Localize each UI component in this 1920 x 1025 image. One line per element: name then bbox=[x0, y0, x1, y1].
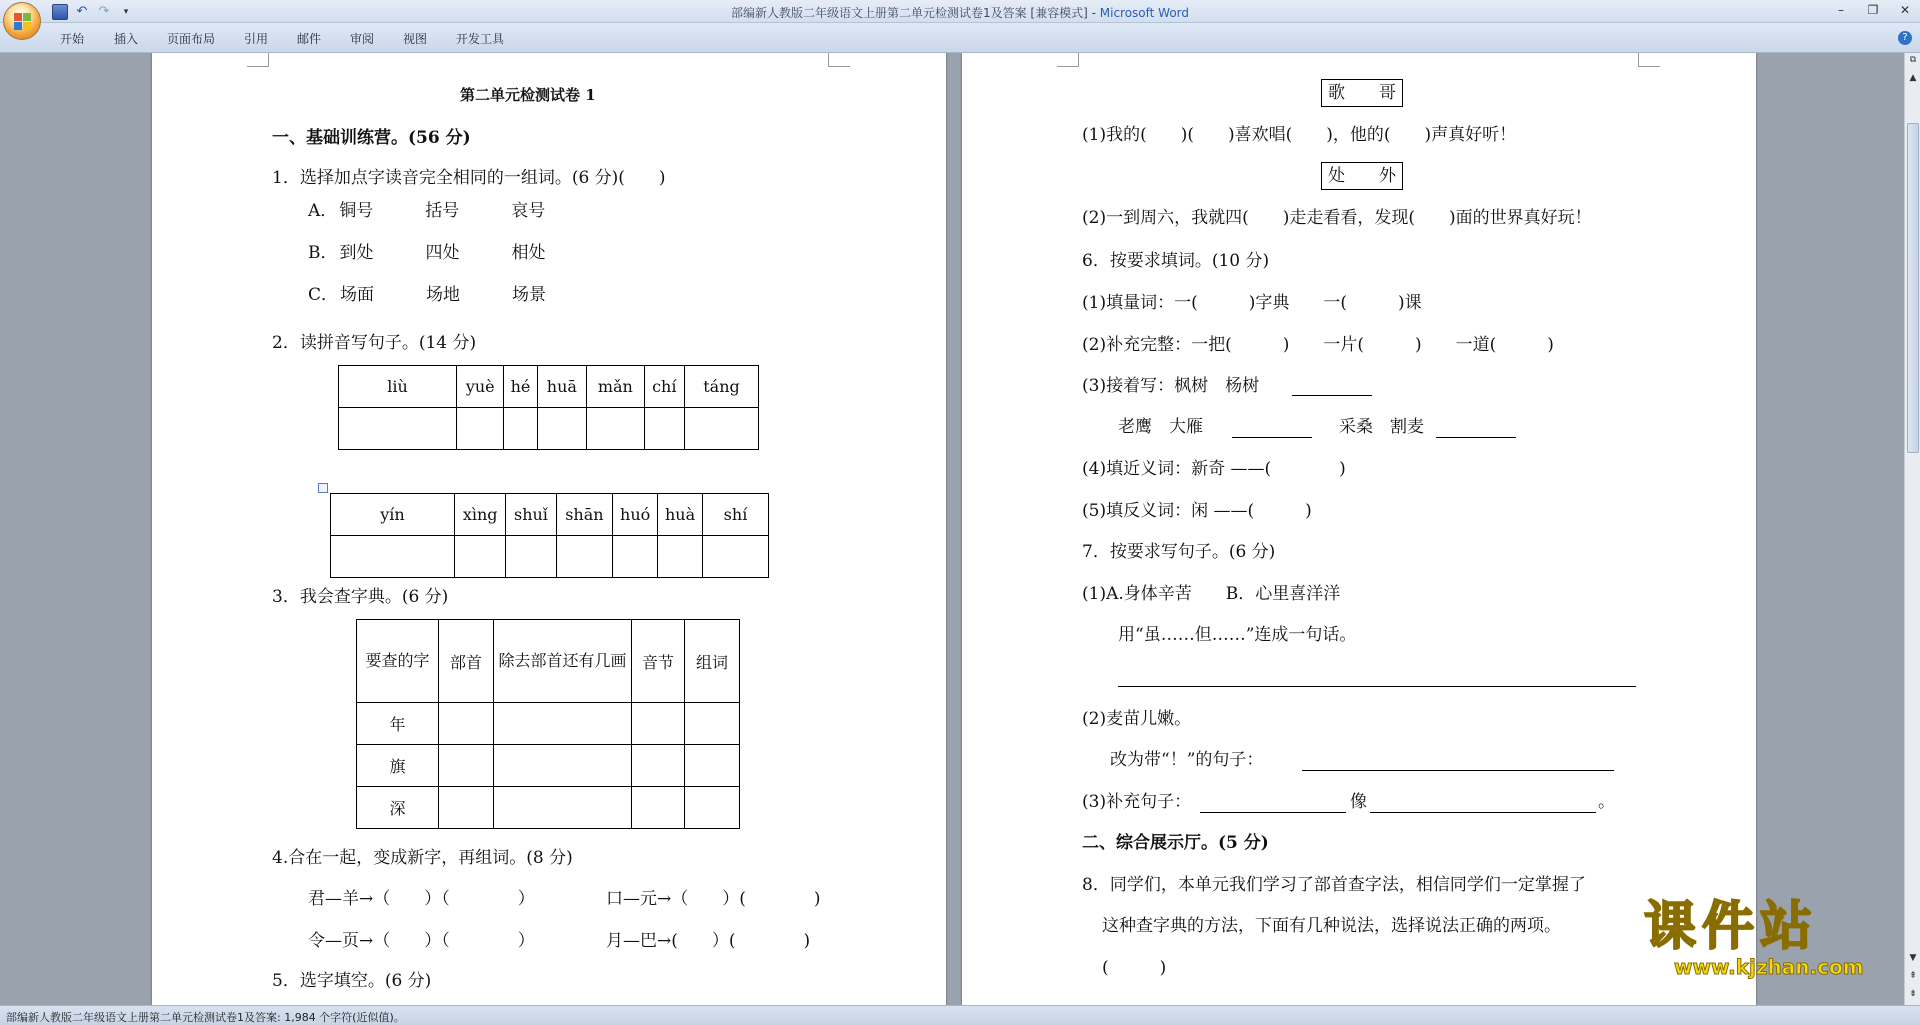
dict-header: 组词 bbox=[685, 620, 740, 703]
word-box: 处 外 bbox=[1321, 162, 1403, 190]
question-8-line2: 这种查字典的方法，下面有几种说法，选择说法正确的两项。 bbox=[1102, 916, 1561, 936]
answer-cell[interactable] bbox=[644, 408, 684, 450]
page-title: 第二单元检测试卷 1 bbox=[460, 86, 596, 104]
q7-part: (2)麦苗儿嫩。 bbox=[1082, 709, 1192, 729]
option-word: 铜号 bbox=[339, 201, 374, 221]
answer-cell[interactable] bbox=[685, 703, 740, 745]
status-bar bbox=[0, 1005, 1920, 1025]
answer-cell[interactable] bbox=[685, 787, 740, 829]
answer-cell[interactable] bbox=[494, 703, 632, 745]
dict-header: 除去部首还有几画 bbox=[494, 620, 632, 703]
pinyin-cell: chí bbox=[644, 366, 684, 408]
close-icon[interactable]: ✕ bbox=[1899, 3, 1911, 17]
option-word: 场面 bbox=[340, 285, 375, 305]
q6-part: (5)填反义词：闲 ——( ) bbox=[1082, 501, 1312, 521]
redo-icon[interactable]: ↷ bbox=[98, 4, 110, 19]
section-heading: 二、综合展示厅。(5 分) bbox=[1082, 833, 1269, 853]
option-word: 哀号 bbox=[511, 201, 546, 221]
ruler-toggle-icon[interactable]: ⧉ bbox=[1909, 55, 1917, 65]
app-name: Microsoft Word bbox=[1099, 6, 1190, 20]
q7-part: (3)补充句子： bbox=[1082, 792, 1192, 812]
q4-item: 月—巴→( ）( ) bbox=[606, 931, 811, 951]
option-word: 到处 bbox=[339, 243, 374, 263]
answer-cell[interactable] bbox=[331, 536, 455, 578]
document-workspace bbox=[0, 53, 1904, 1005]
undo-icon[interactable]: ↶ bbox=[76, 4, 88, 19]
answer-line[interactable] bbox=[1436, 437, 1516, 438]
q7-period: 。 bbox=[1598, 792, 1615, 812]
watermark-logo bbox=[1644, 897, 1884, 977]
dict-char: 年 bbox=[357, 703, 439, 745]
pinyin-cell: shān bbox=[556, 494, 613, 536]
option-word: 场景 bbox=[512, 285, 547, 305]
answer-cell[interactable] bbox=[439, 787, 494, 829]
option-b bbox=[308, 243, 546, 263]
question-3: 3．我会查字典。(6 分) bbox=[272, 587, 449, 607]
answer-line[interactable] bbox=[1200, 812, 1346, 813]
answer-cell[interactable] bbox=[537, 408, 587, 450]
option-label: B． bbox=[308, 243, 338, 263]
answer-line[interactable] bbox=[1292, 395, 1372, 396]
question-2: 2．读拼音写句子。(14 分) bbox=[272, 333, 477, 353]
document-page-1[interactable] bbox=[152, 53, 946, 1005]
status-text: 部编新人教版二年级语文上册第二单元检测试卷1及答案: 1,984 个字符(近似值)。 bbox=[6, 1011, 405, 1024]
title-bar bbox=[0, 0, 1920, 23]
answer-cell[interactable] bbox=[339, 408, 457, 450]
q7-part: (1)A.身体辛苦 B．心里喜洋洋 bbox=[1082, 584, 1341, 604]
q6-part: (4)填近义词：新奇 ——( ) bbox=[1082, 459, 1346, 479]
tab-developer[interactable]: 开发工具 bbox=[456, 32, 505, 46]
answer-cell[interactable] bbox=[587, 408, 644, 450]
dictionary-table bbox=[356, 619, 740, 829]
answer-cell[interactable] bbox=[613, 536, 658, 578]
scroll-up-icon[interactable]: ▲ bbox=[1909, 73, 1917, 83]
option-label: C． bbox=[308, 285, 339, 305]
q6-part: (1)填量词：一( )字典 一( )课 bbox=[1082, 293, 1422, 313]
option-a bbox=[308, 201, 545, 221]
tab-review[interactable]: 审阅 bbox=[350, 32, 375, 46]
tab-mailings[interactable]: 邮件 bbox=[297, 32, 322, 46]
crop-mark bbox=[828, 53, 850, 67]
option-word: 相处 bbox=[511, 243, 546, 263]
restore-icon[interactable]: ❐ bbox=[1867, 3, 1879, 17]
option-word: 括号 bbox=[425, 201, 460, 221]
q7-like-word: 像 bbox=[1350, 792, 1367, 812]
question-8-answer: ( ) bbox=[1102, 958, 1167, 978]
sentence-1: (1)我的( )( )喜欢唱( )，他的( )声真好听！ bbox=[1082, 125, 1517, 145]
sentence-2: (2)一到周六，我就四( )走走看看，发现( )面的世界真好玩！ bbox=[1082, 208, 1592, 228]
answer-cell[interactable] bbox=[685, 745, 740, 787]
q4-item: 君—羊→（ ）（ ） bbox=[308, 889, 535, 909]
answer-cell[interactable] bbox=[504, 408, 537, 450]
doc-title: 部编新人教版二年级语文上册第二单元检测试卷1及答案 [兼容模式] - bbox=[730, 6, 1100, 20]
dict-char: 旗 bbox=[357, 745, 439, 787]
pinyin-cell: hé bbox=[504, 366, 537, 408]
office-logo-icon bbox=[14, 13, 32, 31]
pinyin-cell: shí bbox=[703, 494, 769, 536]
answer-cell[interactable] bbox=[658, 536, 703, 578]
crop-mark bbox=[1638, 53, 1660, 67]
question-7: 7．按要求写句子。(6 分) bbox=[1082, 542, 1276, 562]
ribbon-tabs bbox=[0, 23, 1920, 53]
previous-page-icon[interactable]: ⇞ bbox=[1909, 971, 1917, 981]
tab-view[interactable]: 视图 bbox=[403, 32, 428, 46]
help-icon[interactable]: ? bbox=[1898, 31, 1912, 45]
question-1: 1．选择加点字读音完全相同的一组词。(6 分)( ) bbox=[272, 168, 666, 188]
minimize-icon[interactable]: – bbox=[1838, 3, 1844, 17]
option-c bbox=[308, 285, 546, 305]
qat-more-icon[interactable]: ▾ bbox=[123, 7, 129, 17]
section-heading: 一、基础训练营。(56 分) bbox=[272, 128, 471, 148]
option-label: A． bbox=[308, 201, 338, 221]
pinyin-cell: táng bbox=[685, 366, 759, 408]
question-8: 8．同学们，本单元我们学习了部首查字法，相信同学们一定掌握了 bbox=[1082, 875, 1586, 895]
pinyin-cell: huà bbox=[658, 494, 703, 536]
answer-cell[interactable] bbox=[494, 787, 632, 829]
dict-header: 要查的字 bbox=[357, 620, 439, 703]
pinyin-cell: huó bbox=[613, 494, 658, 536]
pinyin-cell: huā bbox=[537, 366, 587, 408]
answer-cell[interactable] bbox=[556, 536, 613, 578]
office-button-icon[interactable] bbox=[3, 2, 41, 40]
answer-line[interactable] bbox=[1118, 686, 1636, 687]
pinyin-cell: shuǐ bbox=[506, 494, 556, 536]
answer-line[interactable] bbox=[1302, 770, 1614, 771]
q6-part: (3)接着写：枫树 杨树 bbox=[1082, 376, 1277, 396]
pinyin-cell: xìng bbox=[455, 494, 506, 536]
pinyin-cell: yuè bbox=[457, 366, 504, 408]
watermark-main: 课件站 bbox=[1644, 897, 1819, 957]
answer-line[interactable] bbox=[1370, 812, 1596, 813]
option-word: 场地 bbox=[426, 285, 461, 305]
option-word: 四处 bbox=[425, 243, 460, 263]
next-page-icon[interactable]: ⇟ bbox=[1909, 989, 1917, 999]
pinyin-table-2 bbox=[330, 493, 769, 578]
pinyin-table-1 bbox=[338, 365, 759, 450]
tab-page-layout[interactable]: 页面布局 bbox=[167, 32, 216, 46]
q7-part: 用“虽……但……”连成一句话。 bbox=[1118, 625, 1357, 645]
dict-header: 音节 bbox=[632, 620, 685, 703]
answer-cell[interactable] bbox=[685, 408, 759, 450]
document-page-2[interactable] bbox=[962, 53, 1756, 1005]
pinyin-cell: liù bbox=[339, 366, 457, 408]
table-move-handle-icon[interactable] bbox=[318, 483, 328, 493]
answer-cell[interactable] bbox=[506, 536, 556, 578]
tab-insert[interactable]: 插入 bbox=[114, 32, 139, 46]
crop-mark bbox=[1057, 53, 1079, 67]
q7-part: 改为带“！”的句子： bbox=[1110, 750, 1264, 770]
word-box: 歌 哥 bbox=[1321, 79, 1403, 107]
pinyin-cell: yín bbox=[331, 494, 455, 536]
answer-cell[interactable] bbox=[632, 745, 685, 787]
dict-header: 部首 bbox=[439, 620, 494, 703]
scroll-down-icon[interactable]: ▼ bbox=[1909, 953, 1917, 963]
window-title bbox=[0, 4, 1920, 21]
crop-mark bbox=[247, 53, 269, 67]
question-5: 5．选字填空。(6 分) bbox=[272, 971, 432, 991]
vertical-scrollbar[interactable] bbox=[1904, 53, 1920, 1005]
answer-cell[interactable] bbox=[632, 787, 685, 829]
answer-cell[interactable] bbox=[439, 703, 494, 745]
window-controls bbox=[1832, 2, 1914, 18]
question-6: 6．按要求填词。(10 分) bbox=[1082, 251, 1270, 271]
q4-item: 口—元→（ ）( ) bbox=[606, 889, 821, 909]
q6-part: (2)补充完整：一把( ) 一片( ) 一道( ) bbox=[1082, 335, 1554, 355]
answer-line[interactable] bbox=[1232, 437, 1312, 438]
answer-cell[interactable] bbox=[457, 408, 504, 450]
tab-references[interactable]: 引用 bbox=[244, 32, 269, 46]
answer-cell[interactable] bbox=[703, 536, 769, 578]
watermark-url: www.kjzhan.com bbox=[1674, 955, 1864, 979]
dict-char: 深 bbox=[357, 787, 439, 829]
answer-cell[interactable] bbox=[632, 703, 685, 745]
answer-cell[interactable] bbox=[494, 745, 632, 787]
question-4: 4.合在一起，变成新字，再组词。(8 分) bbox=[272, 848, 573, 868]
pinyin-cell: mǎn bbox=[587, 366, 644, 408]
answer-cell[interactable] bbox=[455, 536, 506, 578]
q6-part: 老鹰 大雁 采桑 割麦 bbox=[1118, 417, 1424, 437]
scrollbar-thumb[interactable] bbox=[1907, 123, 1919, 453]
answer-cell[interactable] bbox=[439, 745, 494, 787]
tab-home[interactable]: 开始 bbox=[60, 32, 85, 46]
q4-item: 令—页→（ ）（ ） bbox=[308, 931, 535, 951]
